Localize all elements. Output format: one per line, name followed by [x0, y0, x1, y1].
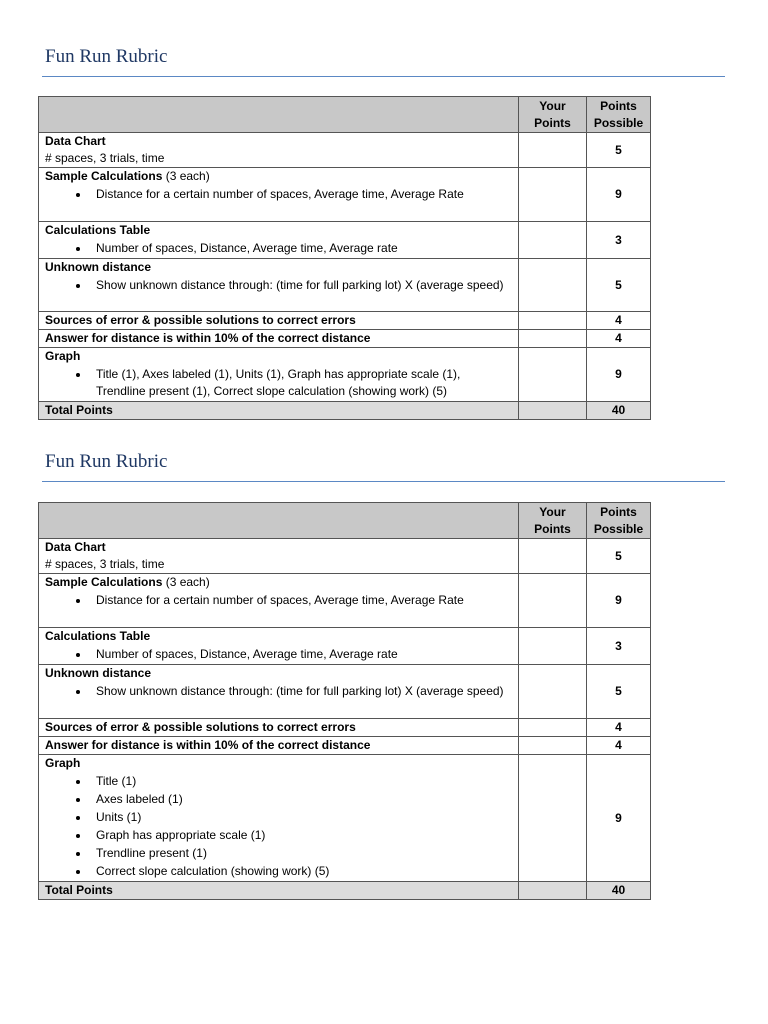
total-label: Total Points	[39, 402, 519, 420]
category-label: Answer for distance is within 10% of the correct distance	[45, 331, 371, 345]
category-label: Data Chart	[45, 134, 106, 148]
header-points-possible: Points Possible	[587, 97, 651, 133]
rubric-1-title: Fun Run Rubric	[45, 46, 168, 67]
criteria-cell	[39, 737, 519, 755]
points-possible-cell: 5	[587, 539, 651, 574]
criteria-cell	[39, 665, 519, 719]
bullet-item: • Distance for a certain number of spaces, Average time, Average Rate	[90, 186, 512, 203]
criteria-cell	[39, 755, 519, 882]
points-possible-cell: 9	[587, 755, 651, 882]
table-row	[39, 539, 651, 574]
your-points-cell[interactable]	[519, 665, 587, 719]
points-possible-cell: 3	[587, 222, 651, 259]
total-row	[39, 882, 651, 900]
table-row	[39, 628, 651, 665]
bullet-item: • Title (1), Axes labeled (1), Units (1), Graph has appropriate scale (1), Trendline present (1), Correct slope calculation (showing work) (5)	[90, 366, 512, 400]
header-your-points: Your Points	[519, 503, 587, 539]
your-points-cell[interactable]	[519, 312, 587, 330]
points-possible-cell: 4	[587, 330, 651, 348]
bullet-item: • Units (1)	[90, 809, 512, 826]
bullet-item: • Show unknown distance through: (time for full parking lot) X (average speed)	[90, 277, 512, 294]
total-label: Total Points	[39, 882, 519, 900]
category-label: Sample Calculations	[45, 575, 163, 589]
table-row	[39, 312, 651, 330]
category-label: Unknown distance	[45, 666, 152, 680]
your-points-cell[interactable]	[519, 539, 587, 574]
points-possible-cell: 5	[587, 259, 651, 312]
category-detail: # spaces, 3 trials, time	[45, 557, 165, 571]
category-suffix: (3 each)	[162, 169, 210, 183]
category-label: Unknown distance	[45, 260, 152, 274]
criteria-cell	[39, 168, 519, 222]
rubric-2-table	[38, 502, 651, 900]
category-label: Answer for distance is within 10% of the correct distance	[45, 738, 371, 752]
points-possible-cell: 9	[587, 168, 651, 222]
criteria-cell	[39, 628, 519, 665]
criteria-cell	[39, 539, 519, 574]
bullet-item: • Axes labeled (1)	[90, 791, 512, 808]
bullet-item: • Number of spaces, Distance, Average time, Average rate	[90, 240, 512, 257]
bullet-item: • Correct slope calculation (showing work) (5)	[90, 863, 512, 880]
bullet-item: • Show unknown distance through: (time for full parking lot) X (average speed)	[90, 683, 512, 700]
table-row	[39, 222, 651, 259]
category-suffix: (3 each)	[162, 575, 210, 589]
your-points-cell[interactable]	[519, 168, 587, 222]
category-label: Data Chart	[45, 540, 106, 554]
header-your-points: Your Points	[519, 97, 587, 133]
bullet-item: • Number of spaces, Distance, Average time, Average rate	[90, 646, 512, 663]
table-row	[39, 133, 651, 168]
your-points-cell[interactable]	[519, 574, 587, 628]
your-points-cell[interactable]	[519, 348, 587, 402]
table-row	[39, 330, 651, 348]
your-points-cell[interactable]	[519, 330, 587, 348]
table-row	[39, 348, 651, 402]
rubric-2-divider	[42, 481, 725, 482]
your-points-cell[interactable]	[519, 133, 587, 168]
table-row	[39, 737, 651, 755]
category-label: Calculations Table	[45, 223, 151, 237]
category-detail: # spaces, 3 trials, time	[45, 151, 165, 165]
header-blank-cell	[39, 503, 519, 539]
points-possible-cell: 4	[587, 719, 651, 737]
points-possible-cell: 5	[587, 665, 651, 719]
bullet-item: • Graph has appropriate scale (1)	[90, 827, 512, 844]
table-row	[39, 755, 651, 882]
your-points-cell[interactable]	[519, 755, 587, 882]
criteria-cell	[39, 133, 519, 168]
points-possible-cell: 4	[587, 737, 651, 755]
category-label: Graph	[45, 349, 81, 363]
bullet-item: • Title (1)	[90, 773, 512, 790]
criteria-cell	[39, 222, 519, 259]
rubric-1-divider	[42, 76, 725, 77]
category-label: Sources of error & possible solutions to correct errors	[45, 720, 356, 734]
header-row	[39, 503, 651, 539]
points-possible-cell: 9	[587, 348, 651, 402]
category-label: Graph	[45, 756, 81, 770]
criteria-cell	[39, 348, 519, 402]
criteria-cell	[39, 574, 519, 628]
rubric-1-table	[38, 96, 651, 420]
total-points-possible: 40	[587, 402, 651, 420]
header-row	[39, 97, 651, 133]
bullet-item: • Distance for a certain number of spaces, Average time, Average Rate	[90, 592, 512, 609]
criteria-cell	[39, 259, 519, 312]
table-row	[39, 665, 651, 719]
table-row	[39, 168, 651, 222]
total-row	[39, 402, 651, 420]
table-row	[39, 719, 651, 737]
your-points-cell[interactable]	[519, 628, 587, 665]
total-your-points-cell[interactable]	[519, 882, 587, 900]
rubric-2-title: Fun Run Rubric	[45, 451, 168, 472]
table-row	[39, 259, 651, 312]
header-blank-cell	[39, 97, 519, 133]
criteria-cell	[39, 719, 519, 737]
total-points-possible: 40	[587, 882, 651, 900]
your-points-cell[interactable]	[519, 719, 587, 737]
your-points-cell[interactable]	[519, 222, 587, 259]
your-points-cell[interactable]	[519, 259, 587, 312]
your-points-cell[interactable]	[519, 737, 587, 755]
category-label: Sources of error & possible solutions to correct errors	[45, 313, 356, 327]
header-points-possible: Points Possible	[587, 503, 651, 539]
points-possible-cell: 9	[587, 574, 651, 628]
points-possible-cell: 4	[587, 312, 651, 330]
category-label: Sample Calculations	[45, 169, 163, 183]
points-possible-cell: 5	[587, 133, 651, 168]
table-row	[39, 574, 651, 628]
bullet-item: • Trendline present (1)	[90, 845, 512, 862]
category-label: Calculations Table	[45, 629, 151, 643]
criteria-cell	[39, 330, 519, 348]
criteria-cell	[39, 312, 519, 330]
total-your-points-cell[interactable]	[519, 402, 587, 420]
points-possible-cell: 3	[587, 628, 651, 665]
